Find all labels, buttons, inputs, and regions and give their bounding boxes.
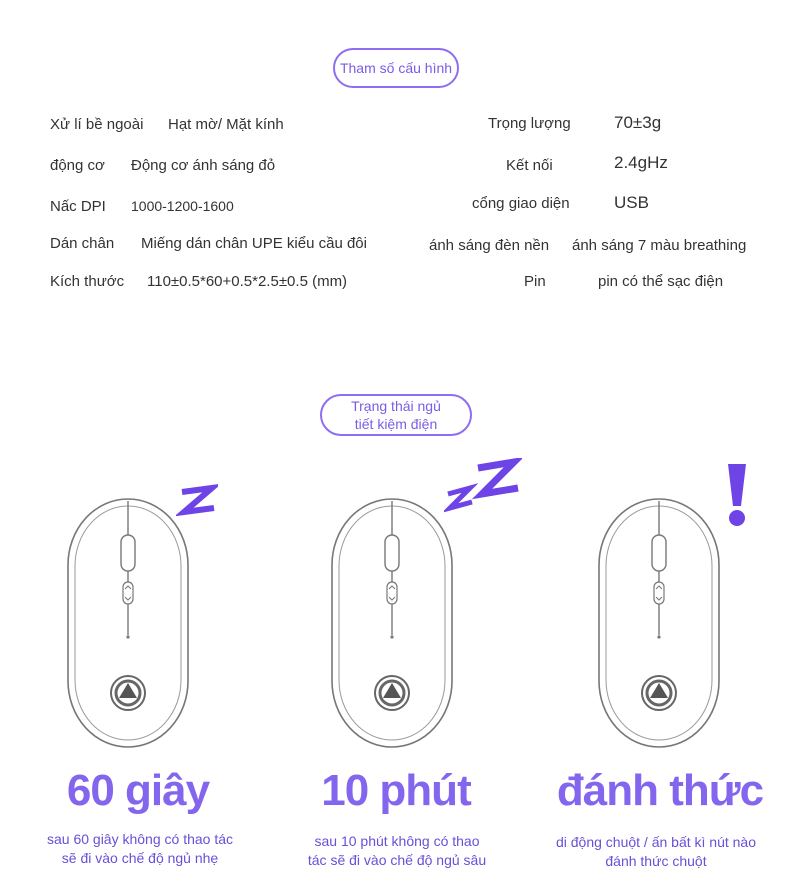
spec-label-battery: Pin xyxy=(524,273,546,290)
spec-value-feet: Miếng dán chân UPE kiểu cầu đôi xyxy=(141,235,367,252)
deep-sleep-zz-icon xyxy=(444,458,522,518)
specs-title: Tham số cấu hình xyxy=(333,48,459,88)
spec-value-engine: Động cơ ánh sáng đỏ xyxy=(131,157,276,174)
spec-label-weight: Trọng lượng xyxy=(488,115,571,132)
spec-value-finish: Hạt mờ/ Mặt kính xyxy=(168,116,284,133)
mouse-illustration-1 xyxy=(66,497,190,749)
spec-label-dpi: Nấc DPI xyxy=(50,198,106,215)
state-desc-10min xyxy=(282,832,512,870)
state-desc-60s-line2: sẽ đi vào chế độ ngủ nhẹ xyxy=(61,850,219,866)
spec-label-engine: động cơ xyxy=(50,157,105,174)
sleep-z-icon xyxy=(176,484,218,520)
state-desc-wake xyxy=(536,833,776,871)
spec-label-backlight: ánh sáng đèn nền xyxy=(429,237,550,254)
spec-label-connection: Kết nối xyxy=(506,157,553,174)
mouse-illustration-2 xyxy=(330,497,454,749)
state-headline-10min: 10 phút xyxy=(321,766,471,815)
mouse-illustration-3 xyxy=(597,497,721,749)
state-desc-10min-line2: tác sẽ đi vào chế độ ngủ sâu xyxy=(307,852,487,868)
spec-label-feet: Dán chân xyxy=(50,235,115,252)
spec-label-size: Kích thước xyxy=(50,273,125,290)
spec-value-backlight: ánh sáng 7 màu breathing xyxy=(572,237,747,254)
spec-label-interface: cổng giao diện xyxy=(472,195,570,212)
state-desc-60s-line1: sau 60 giây không có thao tác xyxy=(46,831,234,847)
sleep-title-line1: Trạng thái ngủ xyxy=(351,398,441,414)
state-desc-wake-line2: đánh thức chuột xyxy=(605,853,707,869)
state-headline-60s: 60 giây xyxy=(66,766,210,815)
spec-value-interface: USB xyxy=(614,193,649,212)
state-headline-wake: đánh thức xyxy=(556,766,764,815)
state-desc-wake-line1: di động chuột / ấn bất kì nút nào xyxy=(555,834,757,850)
spec-label-finish: Xử lí bề ngoài xyxy=(50,116,144,133)
wake-exclamation-icon xyxy=(724,462,750,528)
spec-value-connection: 2.4gHz xyxy=(614,153,668,172)
spec-value-weight: 70±3g xyxy=(614,113,662,132)
spec-value-battery: pin có thể sạc điện xyxy=(598,273,724,290)
state-desc-60s xyxy=(20,830,260,868)
sleep-mode-title xyxy=(320,394,472,436)
spec-value-size: 110±0.5*60+0.5*2.5±0.5 (mm) xyxy=(147,273,348,290)
state-desc-10min-line1: sau 10 phút không có thao xyxy=(314,833,480,849)
sleep-title-line2: tiết kiệm điện xyxy=(354,416,438,432)
spec-value-dpi: 1000-1200-1600 xyxy=(131,198,234,214)
